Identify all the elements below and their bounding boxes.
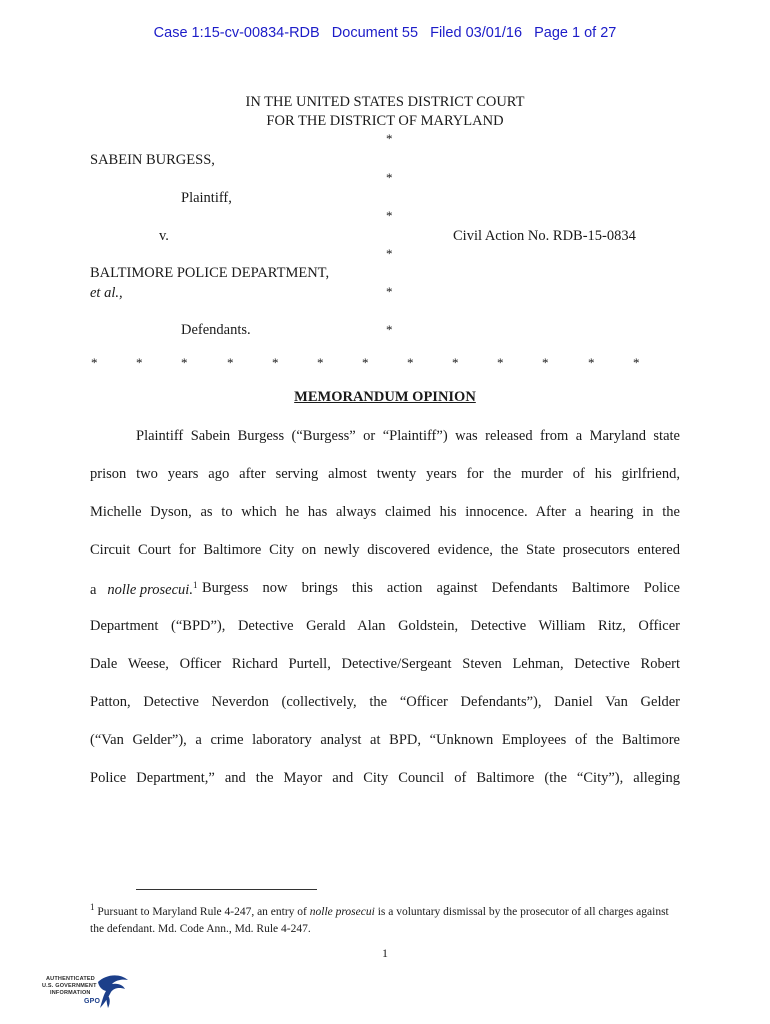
divider-star: * [136, 355, 143, 370]
divider-star: * [542, 355, 549, 370]
body-line-prefix [90, 580, 197, 599]
body-line: prison two years ago after serving almost twenty years for the murder of his girlfriend, [90, 466, 680, 482]
footnote-marker: 1 [90, 902, 95, 912]
caption-star: * [386, 284, 393, 299]
divider-star: * [633, 355, 640, 370]
divider-star: * [227, 355, 234, 370]
logo-text-gpo: GPO [84, 998, 101, 1005]
plaintiff-role: Plaintiff, [181, 190, 232, 206]
footnote-italic-term: nolle prosecui [309, 905, 375, 918]
defendant-role: Defendants. [181, 322, 251, 338]
body-line: Department (“BPD”), Detective Gerald Alan Goldstein, Detective William Ritz, Officer [90, 618, 680, 634]
eagle-icon [92, 974, 132, 1014]
body-line: Plaintiff Sabein Burgess (“Burgess” or “Plaintiff”) was released from a Maryland state [136, 428, 680, 444]
caption-star: * [386, 208, 393, 223]
document-title: MEMORANDUM OPINION [294, 389, 476, 405]
caption-star: * [386, 322, 393, 337]
footnote [90, 899, 680, 938]
nolle-prosecui-term: nolle prosecui. [107, 581, 193, 598]
caption-star: * [386, 170, 393, 185]
logo-text-line1: AUTHENTICATED [46, 976, 95, 982]
page-number: 1 [382, 946, 388, 960]
body-line: Michelle Dyson, as to which he has always claimed his innocence. After a hearing in the [90, 504, 680, 520]
body-line: Dale Weese, Officer Richard Purtell, Detective/Sergeant Steven Lehman, Detective Robert [90, 656, 680, 672]
civil-action-number: Civil Action No. RDB-15-0834 [453, 228, 636, 244]
body-line: Burgess now brings this action against Defendants Baltimore Police [202, 580, 680, 596]
body-line: Police Department,” and the Mayor and City Council of Baltimore (the “City”), alleging [90, 770, 680, 786]
footnote-text-before: Pursuant to Maryland Rule 4-247, an entry of [97, 905, 307, 918]
logo-text-line3: INFORMATION [50, 990, 91, 996]
divider-star: * [588, 355, 595, 370]
divider-star: * [181, 355, 188, 370]
defendant-name: BALTIMORE POLICE DEPARTMENT, [90, 265, 330, 281]
footnote-reference: 1 [192, 580, 198, 590]
plaintiff-name: SABEIN BURGESS, [90, 152, 215, 168]
versus-label: v. [159, 228, 169, 244]
caption-star: * [386, 246, 393, 261]
footnote-text-after: is a voluntary dismissal by the prosecutor of all charges against the defendant. Md. Code Ann., Md. Rule 4-247. [90, 905, 669, 935]
divider-star: * [272, 355, 279, 370]
body-word-a: a [90, 581, 97, 598]
divider-star: * [317, 355, 324, 370]
gpo-authentication-logo [42, 974, 138, 1014]
footnote-divider [136, 889, 317, 890]
court-name-line1: IN THE UNITED STATES DISTRICT COURT [245, 94, 525, 110]
court-name-line2: FOR THE DISTRICT OF MARYLAND [266, 113, 504, 129]
divider-star: * [497, 355, 504, 370]
body-line: (“Van Gelder”), a crime laboratory analyst at BPD, “Unknown Employees of the Baltimore [90, 732, 680, 748]
caption-star: * [386, 131, 393, 146]
case-header-stamp: Case 1:15-cv-00834-RDB Document 55 Filed 03/01/16 Page 1 of 27 [153, 25, 617, 41]
defendant-et-al: et al., [90, 285, 123, 301]
divider-star: * [91, 355, 98, 370]
body-line: Patton, Detective Neverdon (collectively, the “Officer Defendants”), Daniel Van Gelder [90, 694, 680, 710]
divider-star: * [407, 355, 414, 370]
logo-text-line2: U.S. GOVERNMENT [42, 983, 97, 989]
body-line: Circuit Court for Baltimore City on newly discovered evidence, the State prosecutors entered [90, 542, 680, 558]
divider-star: * [452, 355, 459, 370]
divider-star: * [362, 355, 369, 370]
